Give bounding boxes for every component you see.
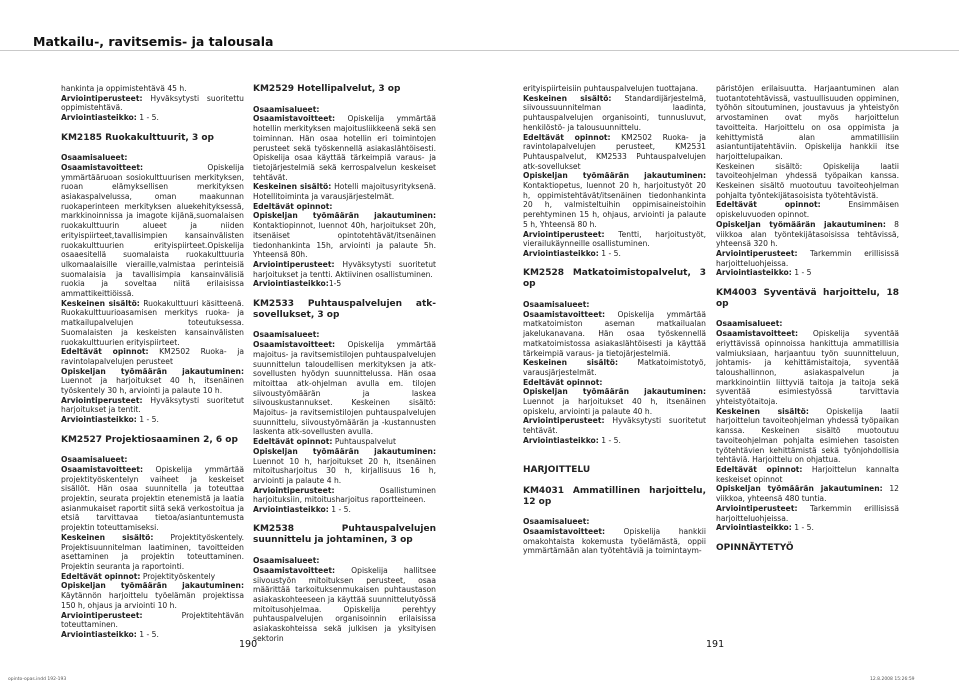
field-text: KM2502 Ruoka- ja ravintolapalvelujen perusteet, KM2531 Puhtauspalvelut, KM2533 Puhtauspalvelujen atk-sovellukset	[523, 132, 706, 171]
course-paragraph	[523, 436, 706, 446]
field-label: Osaamistavoitteet:	[253, 565, 336, 575]
course-paragraph	[253, 202, 436, 212]
field-text: Luennot ja harjoitukset 40 h, itsenäinen työskentely 30 h, arviointi ja palaute 10 h.	[61, 376, 244, 396]
field-label: Edeltävät opinnot:	[716, 200, 821, 210]
course-heading: KM2538 Puhtauspalvelujen suunnittelu ja johtaminen, 3 op	[253, 524, 436, 546]
field-text: Osallistuminen harjoituksiin, mitoitusharjoitus raportteineen.	[253, 485, 436, 505]
course-paragraph	[523, 300, 706, 310]
course-paragraph	[61, 630, 244, 640]
field-text: Ruokakulttuuri käsitteenä. Ruokakulttuurioasamisen merkitys ruoka- ja matkailupalvelujen toteutuksessa. Suomalaisten ja keskeisten kansainvälisten ruokakulttuurien erityispiirteet.	[61, 298, 244, 347]
field-label: Arviointiasteikko:	[253, 279, 329, 289]
paragraph-spacer	[253, 515, 436, 525]
course-heading: KM2529 Hotellipalvelut, 3 op	[253, 84, 401, 94]
paragraph-spacer	[523, 476, 706, 486]
text-column-2	[253, 84, 436, 643]
field-label: Opiskeljan työmäärän jakautuminen:	[61, 581, 244, 591]
text-column-3	[523, 84, 706, 556]
field-text: Opiskelija hallitsee siivoustyön mitoituksen perusteet, osaa määrittää tarkoituksenmukaisen puhtaustason asiakaskohteeseen ja käyttää suunnittelutyössä mitoitusohjelmaa. Opiskelija perehtyy puhtauspalvelujen organisoinnin erilaisissa asiakaskohteissa sekä julkisen ja yksityisen sektorin	[253, 565, 436, 643]
paragraph-spacer	[523, 455, 706, 465]
paragraph-spacer	[253, 546, 436, 556]
field-text: Opiskelija syventää eriyttävissä opinnoissa hankittuja ammatillisia valmiuksiaan, harjaantuu työn suunnitteluun, johtamis- ja kehittämistaitoja, syventää taloushallinnon, asiakaspalvelun ja markkinointiin liittyviä taitoja ja taitoja sekä syventää esimiestyössä tarvittavia yhteistyötaitoja.	[716, 329, 899, 407]
course-paragraph	[716, 162, 899, 201]
course-heading: HARJOITTELU	[523, 464, 591, 475]
text-column-4	[716, 84, 899, 554]
field-label: Opiskeljan työmäärän jakautuminen:	[253, 446, 436, 456]
field-text: Hyväksytysti suoritetut tehtävät.	[523, 416, 706, 436]
course-paragraph	[253, 556, 436, 566]
field-label: Keskeinen sisältö:	[253, 182, 332, 192]
field-label: Arviointiperusteet:	[61, 93, 143, 103]
field-text: Opiskelija ymmärtääruoan sosiokulttuurisen merkityksen, ruoan elämyksellisen merkityksen asiakaspalvelussa, oman maakunnan ruokaperinteen merkityksen aluekehityksessä, markkinoinnissa ja imagote kijänä,suomalaisen ruokakulttuurin alueet ja niiden erityispiirteet,tavallisimpien kansainvälisten ruokakulttuurien erityispiirteet.Opiskelija osaaesitellä suomalaista ruokakulttuuria ulkomaalaisille vieraille,valmistaa perinteisiä suomalaisia ja tavallisimpia kansainvälisiä ruokia ja soveltaa niitä erilaisissa ammattikeittiöissä.	[61, 162, 244, 299]
paragraph-spacer	[523, 259, 706, 269]
field-text: Matkatoimistotyö, varausjärjestelmät.	[523, 358, 706, 377]
course-paragraph	[253, 279, 436, 289]
field-label: Osaamistavoitteet:	[61, 162, 144, 172]
field-text: Kontaktiopetus, luennot 20 h, harjoitustyöt 20 h, oppimistehtävät/itsenäinen tiedonhankinta 20 h, valmisteltuihin oppimisaineistoihin perehtyminen 15 h, ohjaus, arviointi ja palaute 5 h, Yhteensä 80 h.	[523, 181, 706, 229]
field-label: Edeltävät opinnot:	[523, 377, 603, 387]
field-text: Tarkemmin erillisissä harjoitteluohjeissa.	[716, 248, 899, 268]
field-label: Arviointiasteikko:	[61, 113, 137, 123]
field-label: Osaamisalueet:	[253, 556, 320, 566]
field-label: Keskeinen sisältö:	[61, 298, 140, 308]
field-label: Keskeinen sisältö:	[523, 93, 612, 103]
field-label: Edeltävät opinnot:	[253, 201, 333, 211]
field-label: Opiskeljan työmäärän jakautuminen:	[61, 366, 244, 376]
field-text: Ensimmäisen opiskeluvuoden opinnot.	[716, 200, 899, 220]
paragraph-spacer	[523, 446, 706, 456]
course-paragraph	[61, 455, 244, 465]
field-label: Opiskeljan työmäärän jakautuminen:	[716, 219, 886, 229]
course-paragraph	[523, 84, 706, 94]
paragraph-spacer	[61, 446, 244, 456]
field-text: Puhtauspalvelut	[332, 437, 396, 447]
field-label: Edeltävät opinnot:	[523, 132, 611, 142]
course-paragraph	[716, 220, 899, 249]
field-text: Keskeinen sisältö: Opiskelija laatii tavoiteohjelman yhdessä työpaikan kanssa. Keskeinen sisältö muotoutuu tavoiteohjelman pohjalta työntekijätasoisista työtehtävistä.	[716, 161, 899, 200]
field-label: Opiskeljan työmäärän jakautuminen:	[523, 387, 706, 397]
course-paragraph	[61, 533, 244, 572]
field-text: Projektitehtävän toteuttaminen.	[61, 610, 244, 630]
field-label: Osaamisalueet:	[716, 319, 783, 329]
field-label: Arviointiasteikko:	[716, 523, 792, 533]
paragraph-spacer	[523, 508, 706, 518]
paragraph-spacer	[253, 289, 436, 299]
course-heading: KM2185 Ruokakulttuurit, 3 op	[61, 132, 214, 143]
field-text: Luennot 10 h, harjoitukset 20 h, itsenäinen mitoitusharjoitus 30 h, kirjallisuus 16 h, arviointi ja palaute 4 h.	[253, 456, 436, 485]
course-paragraph	[253, 114, 436, 182]
field-text: Luennot ja harjoitukset 40 h, itsenäinen opiskelu, arviointi ja palaute 40 h.	[523, 397, 706, 416]
course-paragraph	[716, 84, 899, 162]
course-paragraph	[523, 249, 706, 259]
field-label: Osaamistavoitteet:	[253, 340, 336, 350]
field-label: Edeltävät opinnot:	[61, 347, 149, 357]
course-paragraph	[716, 268, 899, 278]
course-heading: KM4031 Ammatillinen harjoittelu, 12 op	[523, 485, 706, 507]
field-label: Keskeinen sisältö:	[61, 532, 154, 542]
course-paragraph	[61, 153, 244, 163]
field-text: 1-5	[328, 279, 342, 289]
course-paragraph	[253, 182, 436, 201]
course-paragraph	[523, 416, 706, 435]
course-paragraph	[716, 465, 899, 484]
field-label: Arviointiasteikko:	[61, 629, 137, 639]
field-label: Osaamistavoitteet:	[716, 329, 799, 339]
field-text: 1 - 5.	[136, 629, 159, 639]
page-number-left: 190	[239, 639, 258, 650]
course-heading: OPINNÄYTETYÖ	[716, 542, 794, 553]
field-label: Arviointiperusteet:	[61, 395, 143, 405]
page-number-right: 191	[706, 639, 725, 650]
field-text: hankinta ja oppimistehtävä 45 h.	[61, 84, 187, 93]
course-paragraph	[61, 299, 244, 348]
paragraph-spacer	[61, 425, 244, 435]
field-text: Hyväksytysti suoritetut harjoitukset ja tentti. Aktiivinen osallistuminen.	[253, 259, 436, 279]
field-label: Arviointiperusteet:	[716, 248, 798, 258]
course-paragraph	[523, 230, 706, 249]
field-label: Opiskeljan työmäärän jakautuminen:	[716, 484, 883, 494]
course-paragraph	[253, 211, 436, 260]
field-label: Arviointiperusteet:	[523, 229, 605, 239]
course-paragraph	[716, 249, 899, 268]
course-paragraph	[61, 113, 244, 123]
field-text: 8 viikkoa alan työntekijätasoisissa tehtävissä, yhteensä 320 h.	[716, 219, 899, 249]
course-paragraph	[523, 358, 706, 377]
course-heading: KM4003 Syventävä harjoittelu, 18 op	[716, 287, 899, 309]
course-paragraph	[523, 94, 706, 133]
field-text: Hyväksytysti suoritettu oppimistehtävä.	[61, 93, 244, 113]
field-label: Osaamisalueet:	[253, 330, 320, 340]
course-paragraph	[61, 611, 244, 630]
field-label: Opiskeljan työmäärän jakautuminen:	[523, 171, 706, 181]
course-paragraph	[61, 581, 244, 610]
course-paragraph	[61, 367, 244, 396]
field-text: Opiskelija laatii harjoittelun tavoiteohjelman yhdessä työpaikan kanssa. Keskeinen sisältö muotoutuu tavoiteohjelman pohjalta esimiehen tasoisten työtehtävien kehittämistä sekä työnjohdollisia tehtäviä. Harjoittelu on ohjattua.	[716, 406, 899, 465]
field-label: Osaamistavoitteet:	[523, 527, 606, 537]
course-paragraph	[253, 486, 436, 505]
course-paragraph	[716, 319, 899, 329]
field-label: Edeltävät opinnot:	[716, 464, 803, 474]
course-paragraph	[61, 465, 244, 533]
course-paragraph	[253, 447, 436, 486]
field-text: Opiskelija ymmärtää matkatoimiston aseman matkailualan jakelukanavana. Hän osaa työskennellä matkatoimistossa asiakaslähtöisesti ja käyttää tärkeimpiä varaus- ja tietojärjestelmiä.	[523, 309, 706, 358]
field-text: Kontaktiopinnot, luennot 40h, harjoitukset 20h, itsenäiset opintotehtävät/itsenäinen tiedonhankinta 15h, arviointi ja palaute 5h. Yhteensä 80h.	[253, 221, 436, 260]
field-label: Edeltävät opinnot:	[61, 571, 141, 581]
field-label: Osaamisalueet:	[253, 104, 320, 114]
field-text: Opiskelija ymmärtää majoitus- ja ravitsemistilojen puhtauspalvelujen suunnittelun taloudellisen merkityksen ja atk-sovellusten hyödyn suunnittelussa. Hän osaa mitoittaa atk-ohjelman avulla em. tilojen siivoustyömäärän ja laskea siivouskustannukset. Keskeinen sisältö: Majoitus- ja ravitsemistilojen puhtauspalvelujen suunnittelu, siivoustyömäärän ja -kustannusten laskenta atk-sovellusten avulla.	[253, 340, 436, 437]
field-text: Projektityöskentely. Projektisuunnitelman laatiminen, tavoitteiden asettaminen ja projektin toteuttaminen. Projektin seuranta ja raportointi.	[61, 532, 244, 571]
field-text: 1 - 5.	[136, 415, 159, 425]
field-text: 1 - 5	[791, 268, 812, 278]
header-rule	[0, 50, 959, 51]
course-paragraph	[253, 340, 436, 437]
field-label: Arviointiasteikko:	[61, 415, 137, 425]
course-paragraph	[61, 415, 244, 425]
course-heading: KM2533 Puhtauspalvelujen atk-sovellukset, 3 op	[253, 298, 436, 320]
course-paragraph	[253, 105, 436, 115]
field-text: Hotelli majoitusyrityksenä. Hotellitoiminta ja varausjärjestelmät.	[253, 182, 436, 202]
field-text: Tarkemmin erillisissä harjoitteluohjeissa.	[716, 503, 899, 523]
paragraph-spacer	[61, 144, 244, 154]
course-paragraph	[61, 347, 244, 366]
field-text: erityispiirteisiin puhtauspalvelujen tuottajana.	[523, 84, 698, 93]
field-text: Opiskelija ymmärtää hotellin merkityksen majoitusliikkeenä sekä sen toiminnan. Hän osaa hotellin eri toimintojen perusteet sekä työskennellä asiakaslähtöisesti. Opiskelija osaa käyttää tärkeimpiä varaus- ja tietojärjestelmiä sekä kerrospalvelun keskeiset tehtävät.	[253, 114, 436, 182]
course-paragraph	[716, 407, 899, 465]
field-text: päristöjen erilaisuutta. Harjaantuminen alan tuotantotehtävissä, vastuullisuuden oppiminen, työhön sitoutuminen, joustavuus ja yhteistyön arvostaminen ovat myös harjoittelun tavoitteita. Harjoittelu on osa oppimista ja kehittymistä alan ammatillisiin asiantuntijatehtäviin. Opiskelija hankkii itse harjoittelupaikan.	[716, 84, 899, 161]
field-text: Käytännön harjoittelu työelämän projektissa 150 h, ohjaus ja arviointi 10 h.	[61, 591, 244, 610]
course-paragraph	[253, 566, 436, 644]
field-label: Osaamisalueet:	[61, 455, 128, 465]
field-label: Osaamisalueet:	[523, 517, 590, 527]
field-text: Projektityöskentely	[140, 571, 216, 581]
field-text: 1 - 5.	[136, 113, 159, 123]
course-heading: KM2528 Matkatoimistopalvelut, 3 op	[523, 268, 706, 290]
paragraph-spacer	[716, 278, 899, 288]
field-label: Arviointiasteikko:	[523, 435, 599, 445]
field-label: Opiskeljan työmäärän jakautuminen:	[253, 211, 436, 221]
field-label: Osaamistavoitteet:	[523, 309, 606, 319]
field-label: Keskeinen sisältö:	[716, 406, 809, 416]
course-paragraph	[61, 84, 244, 94]
paragraph-spacer	[61, 123, 244, 133]
field-label: Osaamistavoitteet:	[253, 114, 336, 124]
field-label: Arviointiperusteet:	[61, 610, 143, 620]
field-text: Opiskelija hankkii omakohtaista kokemusta työelämästä, oppii ymmärtämään alan työtehtäviä ja toimintaym-	[523, 527, 706, 556]
field-label: Arviointiperusteet:	[253, 259, 335, 269]
field-label: Keskeinen sisältö:	[523, 358, 618, 368]
course-paragraph	[523, 310, 706, 359]
course-paragraph	[523, 171, 706, 229]
course-paragraph	[716, 200, 899, 219]
field-label: Arviointiasteikko:	[523, 248, 599, 258]
field-text: 1 - 5.	[598, 248, 621, 258]
course-paragraph	[523, 378, 706, 388]
course-paragraph	[716, 523, 899, 533]
course-heading: KM2527 Projektiosaaminen 2, 6 op	[61, 434, 238, 445]
course-paragraph	[61, 572, 244, 582]
field-text: Opiskelija ymmärtää projektityöskentelyn vaiheet ja keskeiset sisällöt. Hän osaa suunnitella ja toteuttaa projektin, seurata projektin etenemistä ja laatia asianmukaiset raportit siitä sekä verkostoitua ja etsiä tarvittavaa tietoa/asiantuntemusta projektin toteuttamiseksi.	[61, 464, 244, 533]
field-text: Standardijärjestelmä, siivoussuunnitelman laadinta, puhtauspalvelujen organisointi, tunnusluvut, henkilöstö- ja talousuunnittelu.	[523, 93, 706, 132]
course-paragraph	[523, 517, 706, 527]
course-paragraph	[523, 133, 706, 172]
course-paragraph	[253, 330, 436, 340]
field-text: 1 - 5.	[328, 505, 351, 515]
course-paragraph	[716, 329, 899, 407]
course-paragraph	[253, 505, 436, 515]
course-paragraph	[523, 527, 706, 556]
field-label: Arviointiasteikko:	[253, 505, 329, 515]
field-text: Hyväksytysti suoritetut harjoitukset ja tentit.	[61, 395, 244, 415]
field-label: Osaamisalueet:	[61, 153, 128, 163]
course-paragraph	[61, 94, 244, 113]
course-paragraph	[61, 163, 244, 299]
field-label: Osaamisalueet:	[523, 300, 590, 310]
field-text: KM2502 Ruoka- ja ravintolapalvelujen perusteet	[61, 347, 244, 366]
paragraph-spacer	[523, 290, 706, 300]
field-text: Harjoittelun kannalta keskeiset opinnot	[716, 464, 899, 484]
paragraph-spacer	[253, 95, 436, 105]
paragraph-spacer	[716, 533, 899, 543]
field-label: Arviointiasteikko:	[716, 268, 792, 278]
paragraph-spacer	[716, 310, 899, 320]
print-footer-right: 12.8.2008 15:26:59	[870, 677, 915, 682]
field-label: Arviointiperusteet:	[253, 485, 335, 495]
course-paragraph	[523, 387, 706, 416]
field-label: Arviointiperusteet:	[523, 416, 605, 426]
course-paragraph	[253, 260, 436, 279]
field-text: 1 - 5.	[598, 435, 621, 445]
page-running-title: Matkailu-, ravitsemis- ja talousala	[33, 34, 274, 49]
field-text: Tentti, harjoitustyöt, vierailukäynneille osallistuminen.	[523, 229, 706, 249]
course-paragraph	[253, 437, 436, 447]
course-paragraph	[61, 396, 244, 415]
course-paragraph	[716, 484, 899, 503]
field-label: Arviointiperusteet:	[716, 503, 798, 513]
field-label: Edeltävät opinnot:	[253, 437, 333, 447]
print-footer-left: opinto-opas.indd 192-193	[8, 677, 67, 682]
field-label: Osaamistavoitteet:	[61, 464, 144, 474]
field-text: 12 viikkoa, yhteensä 480 tuntia.	[716, 484, 899, 504]
paragraph-spacer	[253, 321, 436, 331]
course-paragraph	[716, 504, 899, 523]
field-text: 1 - 5.	[791, 523, 814, 533]
text-column-1	[61, 84, 244, 640]
